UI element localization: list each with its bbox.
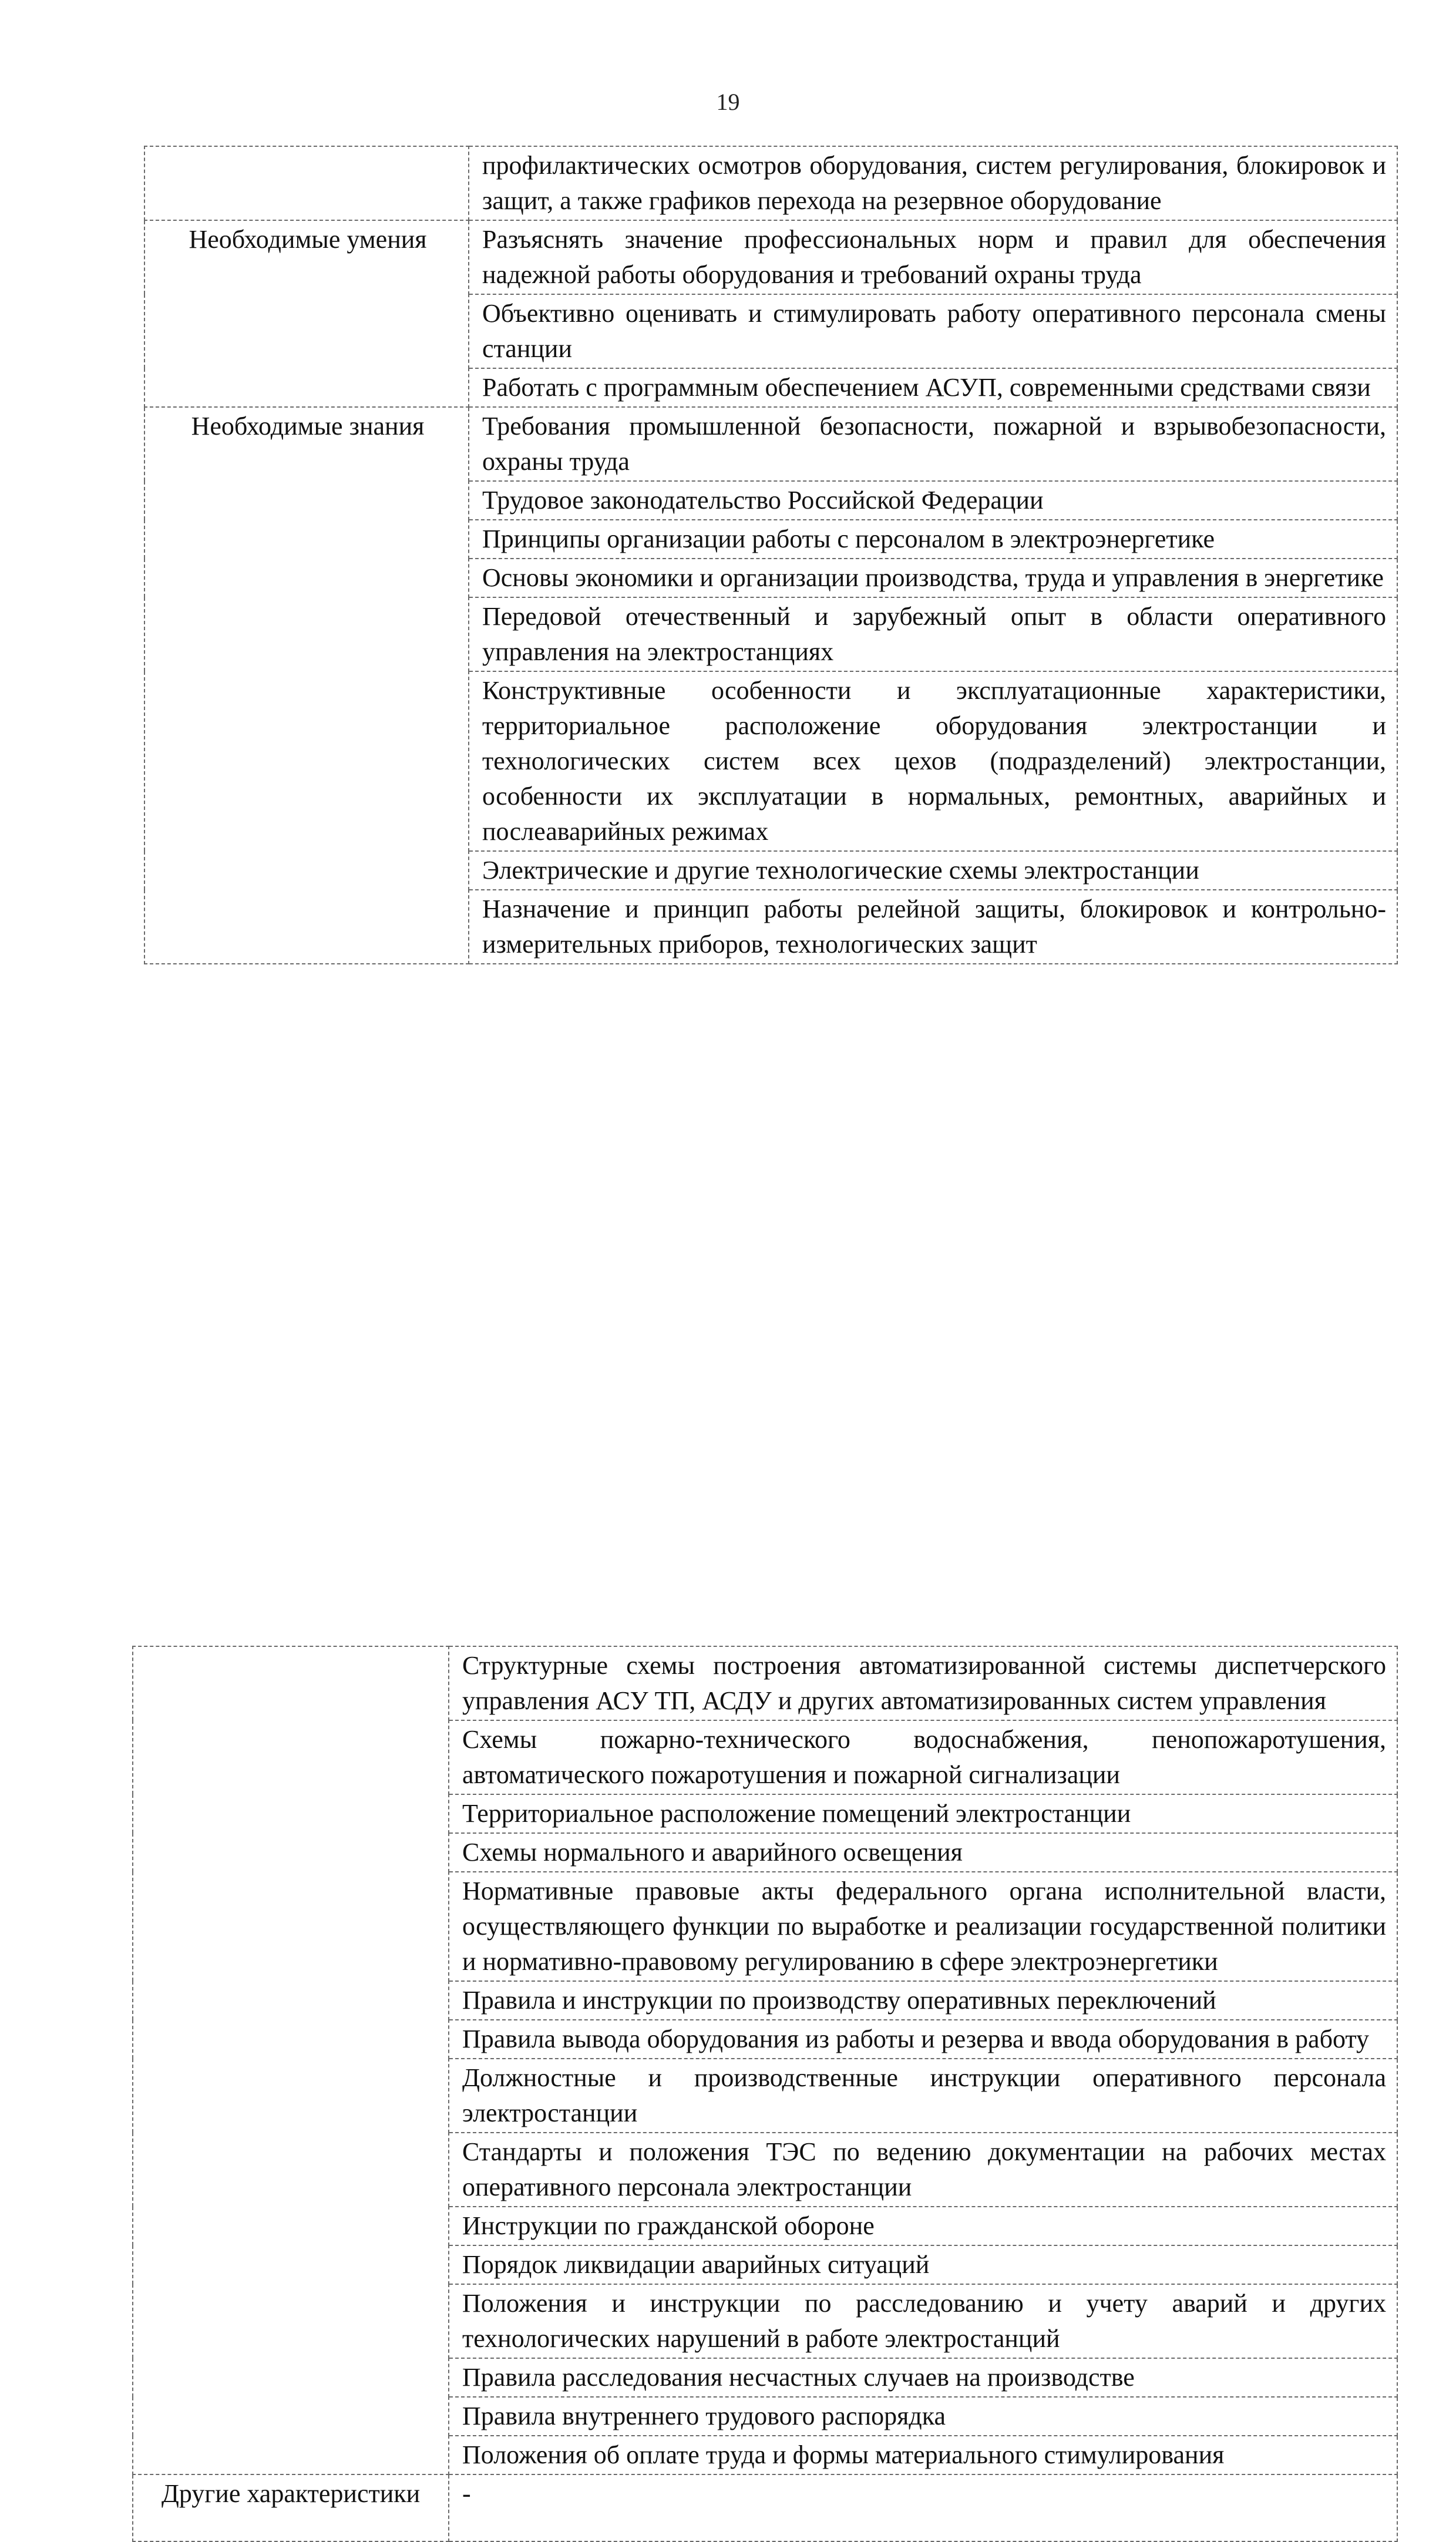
table-row [133, 2474, 1397, 2541]
knowledge-item: Трудовое законодательство Российской Федерации [469, 481, 1397, 520]
knowledge-item: Положения и инструкции по расследованию и учету аварий и других технологических нарушений в работе электростанций [449, 2284, 1397, 2358]
continuation-text: профилактических осмотров оборудования, систем регулирования, блокировок и защит, а также графиков перехода на резервное оборудование [469, 146, 1397, 220]
knowledge-item: Основы экономики и организации производства, труда и управления в энергетике [469, 559, 1397, 597]
skills-label: Необходимые умения [144, 220, 469, 407]
knowledge-item: Инструкции по гражданской обороне [449, 2207, 1397, 2245]
knowledge-item: Схемы пожарно-технического водоснабжения, пенопожаротушения, автоматического пожаротушения и пожарной сигнализации [449, 1720, 1397, 1794]
knowledge-item: Требования промышленной безопасности, пожарной и взрывобезопасности, охраны труда [469, 407, 1397, 481]
requirements-table-continued-body [133, 1646, 1397, 2541]
knowledge-label: Необходимые знания [144, 407, 469, 964]
knowledge-item: Электрические и другие технологические схемы электростанции [469, 851, 1397, 890]
skill-item: Работать с программным обеспечением АСУП, современными средствами связи [469, 368, 1397, 407]
table-row [144, 146, 1397, 220]
skill-item: Разъяснять значение профессиональных норм и правил для обеспечения надежной работы оборудования и требований охраны труда [469, 220, 1397, 294]
knowledge-item: Положения об оплате труда и формы материального стимулирования [449, 2436, 1397, 2474]
knowledge-item: Порядок ликвидации аварийных ситуаций [449, 2245, 1397, 2284]
knowledge-item: Правила и инструкции по производству оперативных переключений [449, 1981, 1397, 2020]
knowledge-item: Передовой отечественный и зарубежный опыт в области оперативного управления на электростанциях [469, 597, 1397, 671]
knowledge-label-continued [133, 1646, 449, 2474]
knowledge-item: Принципы организации работы с персоналом в электроэнергетике [469, 520, 1397, 559]
empty-label-cell [144, 146, 469, 220]
knowledge-item: Нормативные правовые акты федерального органа исполнительной власти, осуществляющего функции по выработке и реализации государственной политики и нормативно-правовому регулированию в сфере электроэнергетики [449, 1872, 1397, 1981]
requirements-table-body [144, 146, 1397, 964]
table-row [144, 220, 1397, 294]
knowledge-item: Правила расследования несчастных случаев на производстве [449, 2358, 1397, 2397]
skill-item: Объективно оценивать и стимулировать работу оперативного персонала смены станции [469, 294, 1397, 368]
other-label: Другие характеристики [133, 2474, 449, 2541]
table-row [133, 1646, 1397, 1720]
requirements-table-continued [132, 1646, 1398, 2542]
page-number: 19 [716, 89, 740, 115]
requirements-table [144, 146, 1398, 964]
knowledge-item: Назначение и принцип работы релейной защиты, блокировок и контрольно-измерительных приборов, технологических защит [469, 890, 1397, 964]
knowledge-item: Стандарты и положения ТЭС по ведению документации на рабочих местах оперативного персонала электростанции [449, 2133, 1397, 2207]
knowledge-item: Конструктивные особенности и эксплуатационные характеристики, территориальное расположение оборудования электростанции и технологических систем всех цехов (подразделений) электростанции, особенности их эксплуатации в нормальных, ремонтных, аварийных и послеаварийных режимах [469, 671, 1397, 851]
knowledge-item: Правила внутреннего трудового распорядка [449, 2397, 1397, 2436]
knowledge-item: Структурные схемы построения автоматизированной системы диспетчерского управления АСУ ТП, АСДУ и других автоматизированных систем управления [449, 1646, 1397, 1720]
table-row [144, 407, 1397, 481]
knowledge-item: Схемы нормального и аварийного освещения [449, 1833, 1397, 1872]
knowledge-item: Должностные и производственные инструкции оперативного персонала электростанции [449, 2059, 1397, 2133]
knowledge-item: Правила вывода оборудования из работы и резерва и ввода оборудования в работу [449, 2020, 1397, 2059]
knowledge-item: Территориальное расположение помещений электростанции [449, 1794, 1397, 1833]
other-value: - [449, 2474, 1397, 2541]
